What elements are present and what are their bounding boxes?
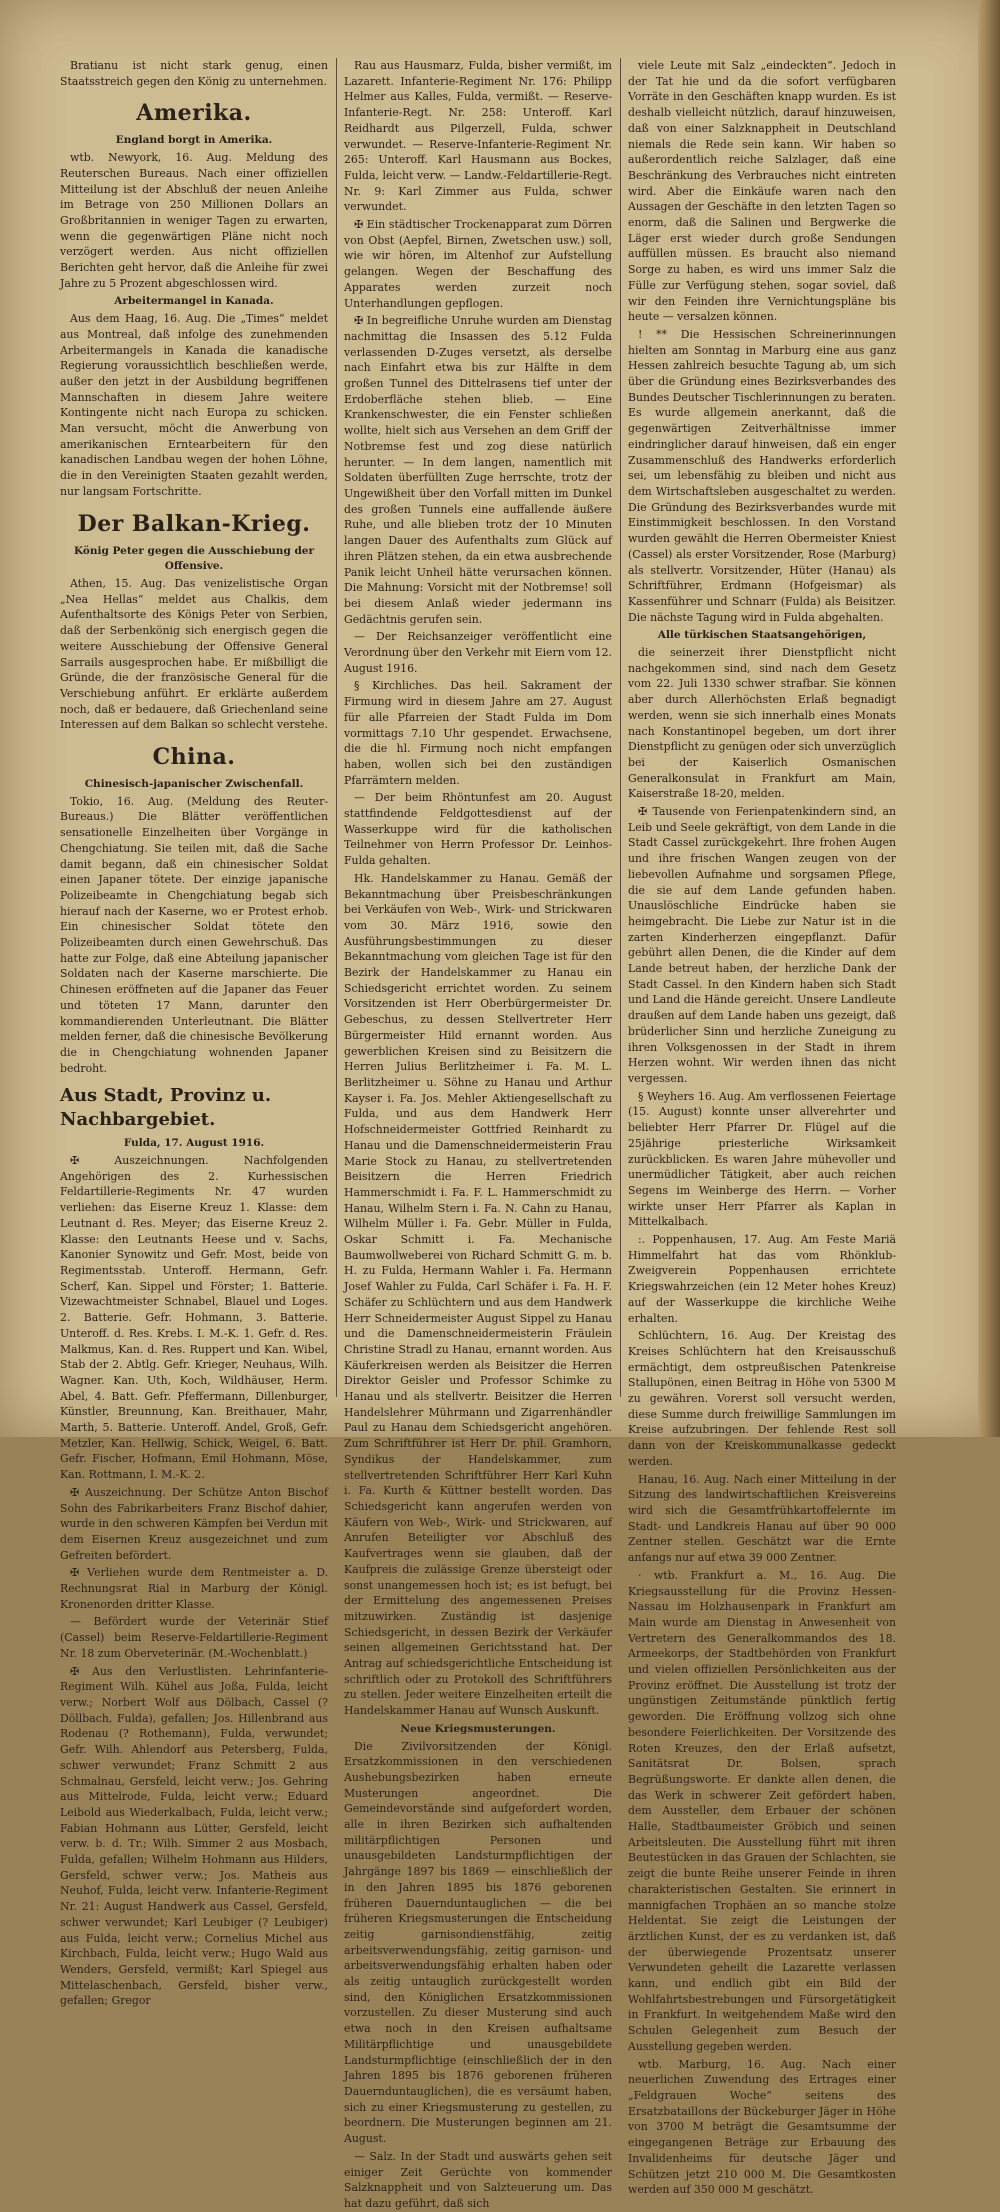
section-heading-amerika: Amerika.: [136, 100, 252, 127]
column-3: [628, 58, 896, 2197]
column-rule: [336, 58, 337, 1397]
article-text: ✠ Tausende von Ferienpatenkindern sind, an Leib und Seele gekräftigt, von dem Lande in die Stadt Cassel zurückgekehrt. Ihre frohen Augen und ihre frischen Wangen zeugen von der liebevollen Aufnahme und sorgsamen Pflege, die sie auf dem Lande gefunden haben. Unauslöschliche Eindrücke haben sie heimgebracht. Die Liebe zur Natur ist in die zarten Kinderherzen eingepflanzt. Dafür gebührt allen Denen, die die Kinder auf dem Lande betreut haben, der herzliche Dank der Stadt Cassel. In den Kindern haben sich Stadt und Land die Hände gereicht. Unsere Landleute draußen auf dem Lande haben uns gezeigt, daß brüderlicher Sinn und herzliche Zuneigung zu ihren Volksgenossen in der Stadt in ihrem Herzen wohnt. Wir werden ihnen das nicht vergessen.: [628, 805, 896, 1085]
page-edge: [978, 0, 1000, 1437]
article-text: ✠ Ein städtischer Trockenapparat zum Dörren von Obst (Aepfel, Birnen, Zwetschen usw.) soll, wie wir hören, im Altenhof zur Aufstellung gelangen. Wegen der Beschaffung des Apparates werden zurzeit noch Unterhandlungen gepflogen.: [344, 218, 612, 310]
column-2: [344, 58, 612, 2210]
article-text: Die Zivilvorsitzenden der Königl. Ersatzkommissionen in den verschiedenen Aushebungsbezirken haben erneute Musterungen angeordnet. Die Gemeindevorstände sind aufgefordert worden, alle in ihren Bezirken sich aufhaltenden militärpflichtigen Personen und unausgebildeten Landsturmpflichtigen der Jahrgänge 1897 bis 1869 — einschließlich der in den Jahren 1895 bis 1876 geborenen früheren Dauernduntauglichen — die bei früheren Kriegsmusterungen die Entscheidung zeitig garnisondienstfähig, zeitig arbeitsverwendungsfähig, zeitig garnison- und arbeitsverwendungsfähig erhalten haben oder als zeitig untauglich zurückgestellt worden sind, den Königlichen Ersatzkommissionen vorzustellen. Zu dieser Musterung sind auch etwa noch in den Kreisen aufhaltsame Militärpflichtige und unausgebildete Landsturmpflichtige (einschließlich der in den Jahren 1895 bis 1876 geborenen früheren Dauernduntauglichen), die es versäumt haben, sich zu einer Kriegsmusterung zu gestellen, zu beordnern. Die Musterungen beginnen am 21. August.: [344, 1739, 612, 2146]
article-text: ✠ Auszeichnungen. Nachfolgenden Angehörigen des 2. Kurhessischen Feldartillerie-Regiments Nr. 47 wurden verliehen: das Eiserne Kreuz 1. Klasse: dem Leutnant d. Res. Meyer; das Eiserne Kreuz 2. Klasse: den Leutnants Heese und v. Sachs, Kanonier Synowitz und Gefr. Most, beide von Regimentsstab. Unteroff. Hermann, Gefr. Scherf, Kan. Sippel und Förster; 1. Batterie. Vizewachtmeister Schnabel, Blauel und Loges. 2. Batterie. Gefr. Hohmann, 3. Batterie. Unteroff. d. Res. Krebs. I. M.-K. 1. Gefr. d. Res. Malkmus, Kan. d. Res. Ruppert und Kan. Wibel, Stab der 2. Abtlg. Gefr. Krieger, Neuhaus, Wilh. Wagner. Kan. Uth, Koch, Wildhäuser, Herm. Abel, 4. Batt. Gefr. Pfeffermann, Dillenburger, Künstler, Breunnung, Kan. Breithauer, Mahr, Marth, 5. Batterie. Unteroff. Andel, Groß, Gefr. Metzler, Kan. Hellwig, Schick, Weigel, 6. Batt. Gefr. Fischer, Hofmann, Emil Hohmann, Möse, Kan. Rottmann, I. M.-K. 2.: [60, 1154, 328, 1482]
article-title: England borgt in Amerika.: [115, 134, 273, 147]
article-title: Alle türkischen Staatsangehörigen,: [657, 629, 867, 642]
article-text: § Kirchliches. Das heil. Sakrament der Firmung wird in diesem Jahre am 27. August für alle Pfarreien der Stadt Fulda im Dom vormittags 7.10 Uhr gespendet. Erwachsene, die die hl. Firmung noch nicht empfangen haben, wollen sich bei den zuständigen Pfarrämtern melden.: [344, 679, 612, 787]
article-text: viele Leute mit Salz „eindeckten“. Jedoch in der Tat hie und da die sofort verfügbaren Vorräte in den Geschäften knapp wurden. Es ist deshalb vielleicht nützlich, darauf hinzuweisen, daß von einer Salzknappheit in Deutschland niemals die Rede sein kann. Wir haben so außerordentlich reiche Salzlager, daß eine Beschränkung des Verbrauches nicht eintreten wird. Aber die Einkäufe waren nach den Aussagen der Geschäfte in den letzten Tagen so enorm, daß die Salinen und Bergwerke die Läger erst wieder durch große Sendungen auffüllen müssen. Es braucht also niemand Sorge zu haben, es wird uns immer Salz die Fülle zur Verfügung stehen, sogar soviel, daß wir den Feinden ihre Vernichtungspläne bis heute — versalzen können.: [628, 59, 896, 324]
article-text: Rau aus Hausmarz, Fulda, bisher vermißt, im Lazarett. Infanterie-Regiment Nr. 176: Philipp Helmer aus Kalles, Fulda, vermißt. — Reserve-Infanterie-Regt. Nr. 258: Unteroff. Karl Reidhardt aus Pilgerzell, Fulda, schwer verwundet. — Reserve-Infanterie-Regiment Nr. 265: Unteroff. Karl Hausmann aus Bockes, Fulda, leicht verw. — Landw.-Feldartillerie-Regt. Nr. 9: Karl Zimmer aus Fulda, schwer verwundet.: [344, 59, 612, 214]
article-title: Chinesisch-japanischer Zwischenfall.: [84, 778, 304, 791]
article-text: wtb. Newyork, 16. Aug. Meldung des Reuterschen Bureaus. Nach einer offiziellen Mitteilung ist der Abschluß der neuen Anleihe im Betrage von 250 Millionen Dollars an Großbritannien in weniger Tagen zu erwarten, wenn die gegenwärtigen Pläne nicht noch verzögert werden. Aus nicht offiziellen Berichten geht hervor, daß die Anleihe für zwei Jahre zu 5 Prozent abgeschlossen wird.: [60, 151, 328, 290]
dateline: Fulda, 17. August 1916.: [123, 1137, 265, 1150]
article-text: — Der Reichsanzeiger veröffentlicht eine Verordnung über den Verkehr mit Eiern vom 12. August 1916.: [344, 630, 612, 675]
article-text: die seinerzeit ihrer Dienstpflicht nicht nachgekommen sind, sind nach dem Gesetz vom 22. Juli 1330 schwer strafbar. Sie können aber durch Allerhöchsten Erlaß begnadigt werden, wenn sie sich innerhalb eines Monats nach Konstantinopel begeben, um dort ihrer Dienstpflicht zu genügen oder sich unverzüglich bei der Kaiserlich Osmanischen Generalkonsulat in Frankfurt am Main, Kaiserstraße 18-20, melden.: [628, 646, 896, 801]
article-text: Athen, 15. Aug. Das venizelistische Organ „Nea Hellas“ meldet aus Chalkis, dem Aufenthaltsorte des Königs Peter von Serbien, daß der Serbenkönig sich energisch gegen die weitere Ausschiebung der Offensive General Sarrails ausgesprochen habe. Er mißbilligt die Gründe, die der französische General für die Verschiebung anführt. Er erklärte außerdem noch, daß er bedauere, daß Griechenland seine Interessen auf dem Balkan so schlecht verstehe.: [60, 576, 328, 732]
article-text: — Der beim Rhöntunfest am 20. August stattfindende Feldgottesdienst auf der Wasserkuppe wird für die katholischen Teilnehmer von Herrn Professor Dr. Leinhos-Fulda gehalten.: [344, 791, 612, 868]
article-text: — Salz. In der Stadt und auswärts gehen seit einiger Zeit Gerüchte von kommender Salzknappheit und von Salzteuerung um. Das hat dazu geführt, daß sich: [344, 2149, 612, 2210]
article-title: Arbeitermangel in Kanada.: [114, 295, 274, 308]
article-title: Neue Kriegsmusterungen.: [400, 1722, 556, 1735]
column-1: [60, 58, 328, 2008]
article-text: — Befördert wurde der Veterinär Stief (Cassel) beim Reserve-Feldartillerie-Regiment Nr. 18 zum Oberveterinär. (M.-Wochenblatt.): [60, 1615, 328, 1660]
article-title: König Peter gegen die Ausschiebung der Offensive.: [74, 544, 314, 573]
article-text: Hk. Handelskammer zu Hanau. Gemäß der Bekanntmachung über Preisbeschränkungen bei Verkäufen von Web-, Wirk- und Strickwaren vom 30. März 1916, sowie den Ausführungsbestimmungen zu dieser Bekanntmachung vom gleichen Tage ist für den Bezirk der Handelskammer zu Hanau ein Schiedsgericht errichtet worden. Zu seinem Vorsitzenden ist Herr Oberbürgermeister Dr. Gebeschus, zu dessen Stellvertreter Herr Bürgermeister Hild ernannt worden. Aus gewerblichen Kreisen sind zu Beisitzern die Herren Julius Berlitzheimer i. Fa. M. L. Berlitzheimer u. Söhne zu Hanau und Arthur Kayser i. Fa. Jos. Mehler Aktiengesellschaft zu Fulda, und aus dem Handwerk Herr Hofschneidermeister Gottfried Reinhardt zu Hanau und die Damenschneidermeisterin Frau Marie Stock zu Hanau, zu stellvertretenden Beisitzern die Herren Friedrich Hammerschmidt i. Fa. F. L. Hammerschmidt zu Hanau, Wilhelm Stern i. Fa. N. Cahn zu Hanau, Wilhelm Müller i. Fa. Gebr. Müller in Fulda, Oskar Schmitt i. Fa. Mechanische Baumwollweberei von Richard Schmitt G. m. b. H. zu Fulda, Hermann Wahler i. Fa. Hermann Josef Wahler zu Fulda, Carl Schäfer i. Fa. H. F. Schäfer zu Schlüchtern und aus dem Handwerk Herr Schneidermeister August Sippel zu Hanau und die Damenschneidermeisterin Fräulein Christine Stradl zu Hanau, ernannt worden. Aus Käuferkreisen werden als Beisitzer die Herren Direktor Geisler und Professor Schimke zu Hanau und als stellvertr. Beisitzer die Herren Handelslehrer Mührmann und Zigarrenhändler Paul zu Hanau dem Schiedsgericht angehören. Zum Schriftführer ist Herr Dr. phil. Gramhorn, Syndikus der Handelskammer, zum stellvertretenden Schriftführer Herr Karl Kuhn i. Fa. Kurth & Küttner bestellt worden. Das Schiedsgericht kann angerufen werden von Käufern von Web-, Wirk- und Strickwaren, auf Anrufen Beteiligter vor Abschluß des Kaufvertrages wenn sie glauben, daß der Kaufpreis die zulässige Grenze übersteigt oder sonst unangemessen hoch ist; es ist befugt, bei der Ermittelung des angemessenen Preises mitzuwirken. Zuständig ist dasjenige Schiedsgericht, in dessen Bezirk der Verkäufer seinen allgemeinen Gerichtsstand hat. Der Antrag auf schiedsgerichtliche Entscheidung ist schriftlich oder zu Protokoll des Schriftführers zu stellen. Jeder weitere Einzelheiten erteilt die Handelskammer Hanau auf Wunsch Auskunft.: [344, 871, 612, 1718]
article-text: :. Poppenhausen, 17. Aug. Am Feste Mariä Himmelfahrt hat das vom Rhönklub-Zweigverein Poppenhausen errichtete Kriegswahrzeichen (ein 12 Meter hohes Kreuz) auf der Wasserkuppe die kirchliche Weihe erhalten.: [628, 1233, 896, 1325]
article-text: wtb. Marburg, 16. Aug. Nach einer neuerlichen Zuwendung des Ertrages einer „Feldgrauen Woche“ seitens des Ersatzbataillons der Bückeburger Jäger in Höhe von 3700 M beträgt die Gesamtsumme der eingegangenen Beträge zur Erbauung des Invalidenheims für deutsche Jäger und Schützen jetzt 210 000 M. Die Gesamtkosten werden auf 350 000 M geschätzt.: [628, 2057, 896, 2197]
article-text: Schlüchtern, 16. Aug. Der Kreistag des Kreises Schlüchtern hat den Kreisausschuß ermächtigt, dem ostpreußischen Patenkreise Stallupönen, einen Beitrag in Höhe von 5300 M zu gewähren. Vorerst soll versucht werden, diese Summe durch freiwillige Sammlungen im Kreise aufzubringen. Der fehlende Rest soll dann von der Kreiskommunalkasse gedeckt werden.: [628, 1329, 896, 1468]
article-text: Aus dem Haag, 16. Aug. Die „Times“ meldet aus Montreal, daß infolge des zunehmenden Arbeitermangels in Kanada die kanadische Regierung voraussichtlich beschließen werde, außer den jetzt in der Ausbildung begriffenen Mannschaften in diesem Jahre weitere Kontingente nicht nach Europa zu schicken. Man versucht, möcht die Anwerbung von amerikanischen Erntearbeitern für den kanadischen Landbau wegen der hohen Löhne, die in den Vereinigten Staaten gezahlt werden, nur langsam Fortschritte.: [60, 312, 328, 498]
article-text: ✠ Aus den Verlustlisten. Lehrinfanterie-Regiment Wilh. Kühel aus Joßa, Fulda, leicht verw.; Norbert Wolf aus Dölbach, Cassel (? Döllbach, Fulda), gefallen; Jos. Hillenbrand aus Rodenau (? Rothemann), Fulda, verwundet; Gefr. Wilh. Ahlendorf aus Petersberg, Fulda, schwer verwundet; Franz Schmitt 2 aus Schmalnau, Gersfeld, leicht verw.; Jos. Gehring aus Mittelrode, Fulda, leicht verw.; Eduard Leibold aus Wiederkalbach, Fulda, leicht verw.; Fabian Hohmann aus Lütter, Gersfeld, leicht verw. b. d. Tr.; Wilh. Simmer 2 aus Mosbach, Fulda, gefallen; Wilhelm Hohmann aus Hilders, Gersfeld, schwer verw.; Jos. Matheis aus Neuhof, Fulda, leicht verw. Infanterie-Regiment Nr. 21: August Handwerk aus Cassel, Gersfeld, schwer verwundet; Karl Leubiger (? Leubiger) aus Fulda, leicht verw.; Cornelius Michel aus Kirchbach, Fulda, leicht verw.; Hugo Wald aus Wenders, Gersfeld, vermißt; Karl Spiegel aus Mittelaschenbach, Gersfeld, bisher verw., gefallen; Gregor: [60, 1664, 328, 2008]
article-text: ✠ Verliehen wurde dem Rentmeister a. D. Rechnungsrat Rial in Marburg der Königl. Kronenorden dritter Klasse.: [60, 1566, 328, 1611]
section-heading-stadt: Aus Stadt, Provinz u. Nachbargebiet.: [60, 1085, 272, 1131]
article-text: ✠ In begreifliche Unruhe wurden am Dienstag nachmittag die Insassen des 5.12 Fulda verlassenden D-Zuges versetzt, als derselbe nach Einfahrt etwa bis zur Hälfte in dem großen Tunnel des Dittelrasens tief unter der Erdoberfläche stehen blieb. — Eine Krankenschwester, die ein Fenster schließen wollte, hielt sich aus Versehen an dem Griff der Notbremse fest und zog diese natürlich herunter. — In dem langen, namentlich mit Soldaten überfüllten Zuge herrschte, trotz der Ungewißheit über den Vorfall mitten im Dunkel des großen Tunnels eine auffallende äußere Ruhe, und alle blieben trotz der 10 Minuten langen Dauer des Aufenthalts zum Glück auf ihren Plätzen stehen, da ein etwa ausbrechende Panik leicht Unheil hätte verursachen können. Die Mahnung: Vorsicht mit der Notbremse! soll bei diesem Anlaß wieder jedermann ins Gedächtnis gerufen sein.: [344, 314, 612, 626]
article-text: ! ** Die Hessischen Schreinerinnungen hielten am Sonntag in Marburg eine aus ganz Hessen zahlreich besuchte Tagung ab, um sich über die Gründung eines Bezirksverbandes des Bundes Deutscher Tischlerinnungen zu beraten. Es wurde allgemein anerkannt, daß die gegenwärtigen Zeitverhältnisse immer eindringlicher darauf hinweisen, daß ein enger Zusammenschluß des Handwerks erforderlich sei, um lebensfähig zu bleiben und nicht aus dem Wirtschaftsleben ausgeschaltet zu werden. Die Gründung des Bezirksverbandes wurde mit Einstimmigkeit beschlossen. In den Vorstand wurden gewählt die Herren Obermeister Kniest (Cassel) als erster Vorsitzender, Rose (Marburg) als stellvertr. Vorsitzender, Hüter (Hanau) als Schriftführer, Erdmann (Hofgeismar) als Kassenführer und Schnarr (Fulda) als Beisitzer. Die nächste Tagung wird in Fulda abgehalten.: [628, 327, 896, 624]
article-text: Tokio, 16. Aug. (Meldung des Reuter-Bureaus.) Die Blätter veröffentlichen sensationelle Einzelheiten über Vorgänge in Chengchiatung. Sie teilen mit, daß die Sache damit begann, daß ein chinesischer Soldat einen Japaner tötete. Der einzige japanische Polizeibeamte in Chengchiatung begab sich hierauf nach der Kaserne, wo er Protest erhob. Ein chinesischer Soldat tötete den Polizeibeamten durch einen Gewehrschuß. Das hatte zur Folge, daß eine Abteilung japanischer Soldaten nach der Kaserne marschierte. Die Chinesen eröffneten auf die Japaner das Feuer und töteten 17 Mann, darunter den kommandierenden Unterleutnant. Die Blätter melden ferner, daß die chinesische Bevölkerung die in Chengchiatung wohnenden Japaner bedroht.: [60, 794, 328, 1075]
article-text: § Weyhers 16. Aug. Am verflossenen Feiertage (15. August) konnte unser allverehrter und beliebter Herr Pfarrer Dr. Flügel auf die 25jährige priesterliche Wirksamkeit zurückblicken. Es waren Jahre mühevoller und unermüdlicher Tätigkeit, aber auch reichen Segens im Weinberge des Herrn. — Vorher wirkte unser Herr Pfarrer als Kaplan in Mittelkalbach.: [628, 1089, 896, 1229]
section-heading-balkan: Der Balkan-Krieg.: [77, 510, 311, 537]
intro-text: Bratianu ist nicht stark genug, einen Staatsstreich gegen den König zu unternehmen.: [60, 59, 328, 88]
section-heading-china: China.: [152, 744, 236, 771]
article-text: · wtb. Frankfurt a. M., 16. Aug. Die Kriegsausstellung für die Provinz Hessen-Nassau im Holzhausenpark in Frankfurt am Main wurde am Dienstag in Anwesenheit von Vertretern des Generalkommandos des 18. Armeekorps, der Stadtbehörden von Frankfurt und vielen offiziellen Persönlichkeiten aus der Provinz eröffnet. Die Ausstellung ist trotz der ungünstigen Zeitumstände pünktlich fertig geworden. Die Eröffnung vollzog sich ohne besondere Feierlichkeiten. Der Vorsitzende des Roten Kreuzes, den der Erlaß aufsetzt, Sanitätsrat Dr. Bolsen, sprach Begrüßungsworte. Er dankte allen denen, die das Werk in schwerer Zeit gefördert haben, dem Aussteller, dem Erbauer der schönen Halle, Stadtbaumeister Gröbich und seinen Arbeitsleuten. Die Ausstellung führt mit ihren Beutestücken in das Grauen der Schlachten, sie zeigt die bunte Reihe unserer Feinde in ihren charakteristischen Gestalten. Sie erinnert in mannigfachen Trophäen an so manche stolze Heldentat. Sie zeigt die Leistungen der ärztlichen Kunst, der es zu verdanken ist, daß der überwiegende Prozentsatz unserer Verwundeten geheilt die Lazarette verlassen kann, und endlich gibt ein Bild der Wohlfahrtsbestrebungen und Fürsorgetätigkeit in Frankfurt. In weitgehendem Maße wird den Schulen Gelegenheit zum Besuch der Ausstellung gegeben werden.: [628, 1568, 896, 2053]
article-text: ✠ Auszeichnung. Der Schütze Anton Bischof Sohn des Fabrikarbeiters Franz Bischof dahier, wurde in den schweren Kämpfen bei Verdun mit dem Eisernen Kreuz ausgezeichnet und zum Gefreiten befördert.: [60, 1485, 328, 1562]
column-rule: [620, 58, 621, 1397]
article-text: Hanau, 16. Aug. Nach einer Mitteilung in der Sitzung des landwirtschaftlichen Kreisvereins wird sich die Gesamtfrühkartoffelernte im Stadt- und Landkreis Hanau auf über 90 000 Zentner stellen. Geschätzt war die Ernte anfangs nur auf etwa 39 000 Zentner.: [628, 1472, 896, 1565]
